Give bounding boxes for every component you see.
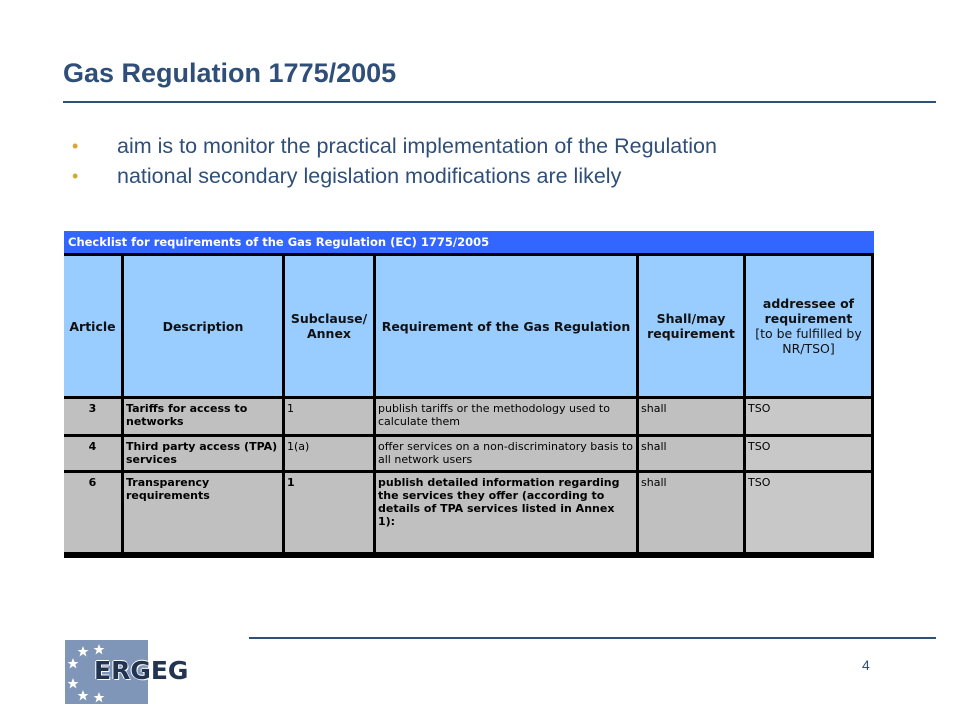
header-description: Description xyxy=(124,256,285,396)
title-divider xyxy=(63,101,936,103)
page-number: 4 xyxy=(862,657,870,673)
cell-requirement: publish detailed information regarding the services they offer (according to details of TPA services listed in Annex 1): xyxy=(376,470,639,552)
bullet-list xyxy=(72,131,717,191)
ergeg-logo-text: ERGEG xyxy=(94,656,189,685)
cell-addressee: TSO xyxy=(746,396,874,434)
cell-requirement: offer services on a non-discriminatory basis to all network users xyxy=(376,434,639,470)
bullet-text: national secondary legislation modifications are likely xyxy=(117,164,622,188)
header-requirement: Requirement of the Gas Regulation xyxy=(376,256,639,396)
table-row xyxy=(64,434,874,470)
header-addressee-note: [to be fulfilled by NR/TSO] xyxy=(755,326,862,356)
bullet-dot-icon: • xyxy=(72,166,79,186)
bullet-dot-icon: • xyxy=(72,136,79,156)
table-row xyxy=(64,396,874,434)
cell-subclause: 1 xyxy=(285,470,376,552)
header-article: Article xyxy=(64,256,124,396)
cell-subclause: 1(a) xyxy=(285,434,376,470)
header-addressee-title: addressee of requirement xyxy=(762,296,855,326)
bullet-item xyxy=(72,131,717,161)
checklist-table-image xyxy=(64,231,874,558)
header-subclause: Subclause/ Annex xyxy=(285,256,376,396)
cell-addressee: TSO xyxy=(746,434,874,470)
cell-shall-may: shall xyxy=(639,396,746,434)
bullet-text: aim is to monitor the practical implementation of the Regulation xyxy=(117,134,717,158)
cell-article: 4 xyxy=(64,434,124,470)
checklist-table xyxy=(64,231,874,552)
cell-article: 6 xyxy=(64,470,124,552)
header-addressee xyxy=(746,256,874,396)
cell-requirement: publish tariffs or the methodology used to calculate them xyxy=(376,396,639,434)
header-shall-may: Shall/may requirement xyxy=(639,256,746,396)
cell-shall-may: shall xyxy=(639,470,746,552)
cell-description: Tariffs for access to networks xyxy=(124,396,285,434)
cell-description: Third party access (TPA) services xyxy=(124,434,285,470)
cell-subclause: 1 xyxy=(285,396,376,434)
table-caption: Checklist for requirements of the Gas Regulation (EC) 1775/2005 xyxy=(64,231,874,256)
bullet-item xyxy=(72,161,717,191)
footer-divider xyxy=(249,637,936,639)
slide-title: Gas Regulation 1775/2005 xyxy=(63,58,397,88)
cell-article: 3 xyxy=(64,396,124,434)
cell-shall-may: shall xyxy=(639,434,746,470)
cell-addressee: TSO xyxy=(746,470,874,552)
table-row xyxy=(64,470,874,552)
cell-description: Transparency requirements xyxy=(124,470,285,552)
